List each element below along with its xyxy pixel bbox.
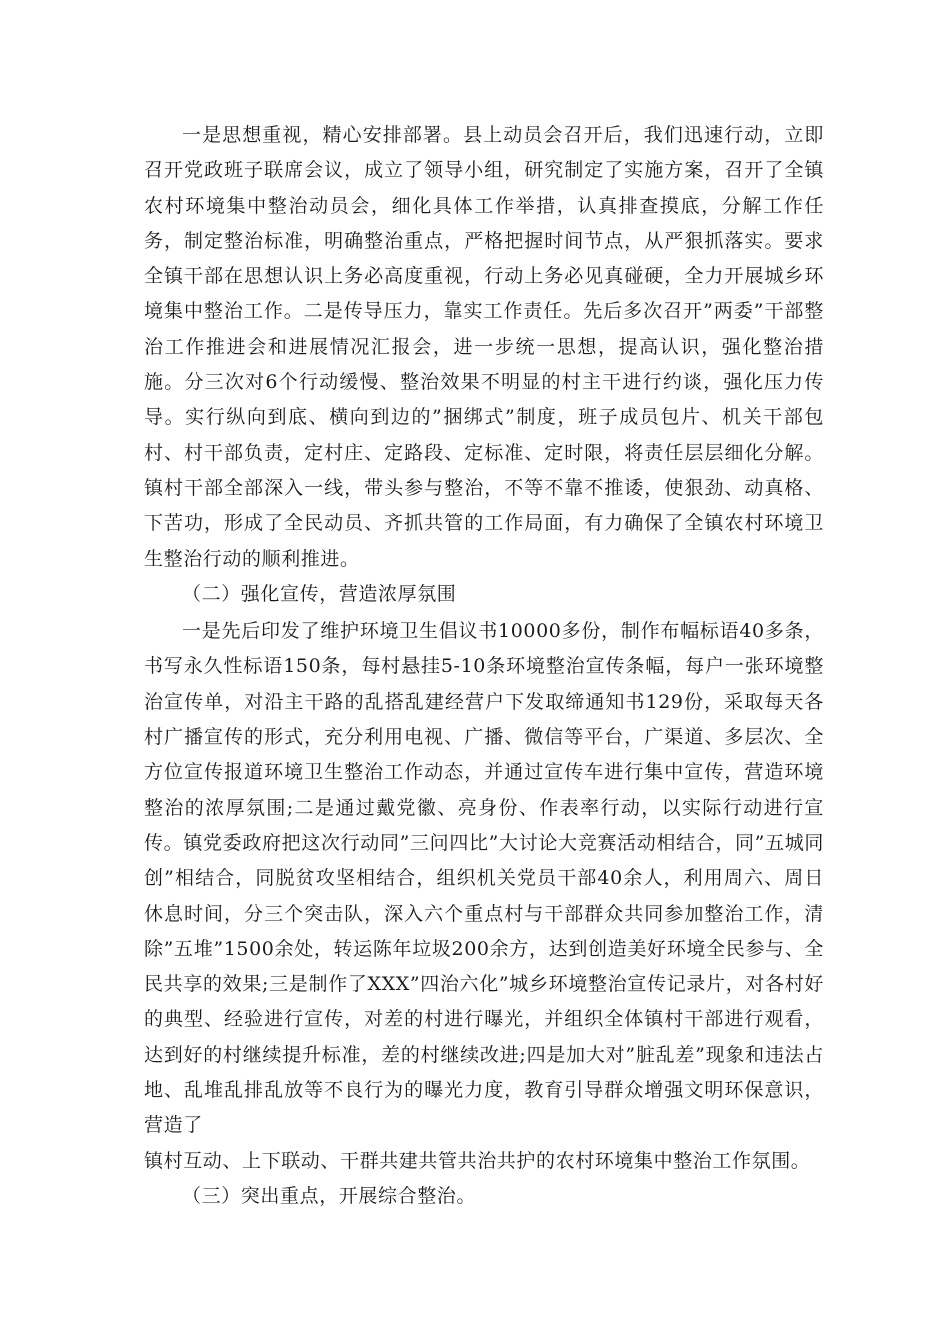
paragraph-publicity-tail: 镇村互动、上下联动、干群共建共管共治共护的农村环境集中整治工作氛围。 xyxy=(144,1149,811,1172)
section-heading-rectification: （三）突出重点，开展综合整治。 xyxy=(182,1184,477,1207)
paragraph-publicity: 一是先后印发了维护环境卫生倡议书10000多份，制作布幅标语40多条，书写永久性标语150条，每村悬挂5-10条环境整治宣传条幅，每户一张环境整治宣传单，对沿主干路的乱搭乱建经营户下发取缔通知书129份，采取每天各村广播宣传的形式，充分利用电视、广播、微信等平台，广渠道、多层次、全方位宣传报道环境卫生整治工作动态，并通过宣传车进行集中宣传，营造环境整治的浓厚氛围;二是通过戴党徽、亮身份、作表率行动，以实际行动进行宣传。镇党委政府把这次行动同”三问四比”大讨论大竞赛活动相结合，同”五城同创”相结合，同脱贫攻坚相结合，组织机关党员干部40余人，利用周六、周日休息时间，分三个突击队，深入六个重点村与干部群众共同参加整治工作，清除”五堆”1500余处，转运陈年垃圾200余方，达到创造美好环境全民参与、全民共享的效果;三是制作了XXX”四治六化”城乡环境整治宣传记录片，对各村好的典型、经验进行宣传，对差的村进行曝光，并组织全体镇村干部进行观看，达到好的村继续提升标准，差的村继续改进;四是加大对”脏乱差”现象和违法占地、乱堆乱排乱放等不良行为的曝光力度，教育引导群众增强文明环保意识，营造了 xyxy=(144,620,824,1137)
paragraph-responsibility: 一是思想重视，精心安排部署。县上动员会召开后，我们迅速行动，立即召开党政班子联席会议，成立了领导小组，研究制定了实施方案，召开了全镇农村环境集中整治动员会，细化具体工作举措，认真排查摸底，分解工作任务，制定整治标准，明确整治重点，严格把握时间节点，从严狠抓落实。要求全镇干部在思想认识上务必高度重视，行动上务必见真碰硬，全力开展城乡环境集中整治工作。二是传导压力，靠实工作责任。先后多次召开”两委”干部整治工作推进会和进展情况汇报会，进一步统一思想，提高认识，强化整治措施。分三次对6个行动缓慢、整治效果不明显的村主干进行约谈，强化压力传导。实行纵向到底、横向到边的”捆绑式”制度，班子成员包片、机关干部包村、村干部负责，定村庄、定路段、定标准、定时限，将责任层层细化分解。镇村干部全部深入一线，带头参与整治，不等不靠不推诿，使狠劲、动真格、下苦功，形成了全民动员、齐抓共管的工作局面，有力确保了全镇农村环境卫生整治行动的顺利推进。 xyxy=(144,124,824,570)
section-heading-publicity: （二）强化宣传，营造浓厚氛围 xyxy=(182,582,457,605)
document-page xyxy=(144,118,824,1214)
